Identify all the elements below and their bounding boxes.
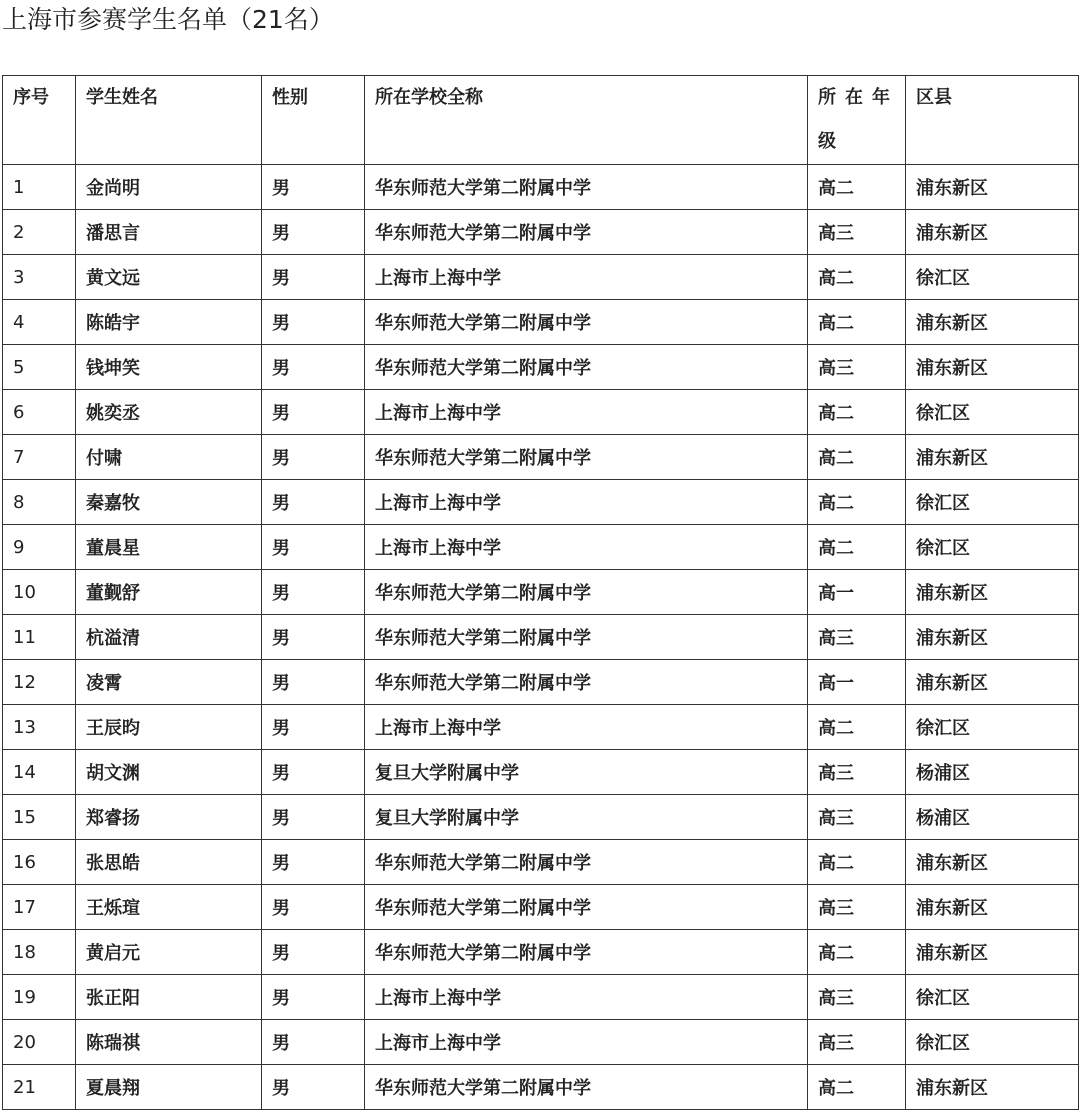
table-row <box>3 435 1079 480</box>
cell-gender: 男 <box>262 795 365 840</box>
cell-grade: 高一 <box>808 570 906 615</box>
cell-school: 上海市上海中学 <box>365 480 808 525</box>
cell-district: 浦东新区 <box>906 1065 1079 1110</box>
header-row <box>3 76 1079 165</box>
cell-gender: 男 <box>262 840 365 885</box>
cell-school: 华东师范大学第二附属中学 <box>365 435 808 480</box>
cell-student-name: 郑睿扬 <box>76 795 262 840</box>
table-row <box>3 750 1079 795</box>
table-row <box>3 390 1079 435</box>
cell-student-name: 王烁瑄 <box>76 885 262 930</box>
cell-school: 复旦大学附属中学 <box>365 795 808 840</box>
cell-index: 4 <box>3 300 76 345</box>
table-row <box>3 930 1079 975</box>
cell-grade: 高三 <box>808 615 906 660</box>
cell-district: 浦东新区 <box>906 300 1079 345</box>
table-row <box>3 570 1079 615</box>
cell-student-name: 董晨星 <box>76 525 262 570</box>
cell-student-name: 凌霄 <box>76 660 262 705</box>
cell-district: 浦东新区 <box>906 930 1079 975</box>
cell-gender: 男 <box>262 615 365 660</box>
cell-student-name: 夏晨翔 <box>76 1065 262 1110</box>
header-gender: 性别 <box>262 76 365 165</box>
cell-district: 徐汇区 <box>906 390 1079 435</box>
cell-school: 华东师范大学第二附属中学 <box>365 570 808 615</box>
cell-school: 上海市上海中学 <box>365 390 808 435</box>
cell-school: 华东师范大学第二附属中学 <box>365 840 808 885</box>
cell-school: 华东师范大学第二附属中学 <box>365 1065 808 1110</box>
table-row <box>3 255 1079 300</box>
cell-index: 15 <box>3 795 76 840</box>
cell-school: 华东师范大学第二附属中学 <box>365 660 808 705</box>
table-row <box>3 615 1079 660</box>
cell-index: 17 <box>3 885 76 930</box>
cell-grade: 高二 <box>808 255 906 300</box>
table-row <box>3 840 1079 885</box>
cell-gender: 男 <box>262 1065 365 1110</box>
cell-gender: 男 <box>262 525 365 570</box>
cell-index: 21 <box>3 1065 76 1110</box>
cell-grade: 高二 <box>808 390 906 435</box>
table-row <box>3 165 1079 210</box>
cell-index: 12 <box>3 660 76 705</box>
cell-student-name: 王辰昀 <box>76 705 262 750</box>
table-row <box>3 885 1079 930</box>
cell-gender: 男 <box>262 570 365 615</box>
student-table <box>2 75 1079 1110</box>
cell-gender: 男 <box>262 435 365 480</box>
header-index: 序号 <box>3 76 76 165</box>
cell-school: 上海市上海中学 <box>365 705 808 750</box>
table-header <box>3 76 1079 165</box>
table-body <box>3 165 1079 1110</box>
cell-grade: 高三 <box>808 210 906 255</box>
cell-index: 11 <box>3 615 76 660</box>
cell-district: 浦东新区 <box>906 660 1079 705</box>
table-row <box>3 975 1079 1020</box>
cell-district: 徐汇区 <box>906 525 1079 570</box>
cell-student-name: 黄启元 <box>76 930 262 975</box>
cell-grade: 高三 <box>808 885 906 930</box>
cell-school: 华东师范大学第二附属中学 <box>365 300 808 345</box>
cell-student-name: 胡文渊 <box>76 750 262 795</box>
header-district: 区县 <box>906 76 1079 165</box>
cell-index: 6 <box>3 390 76 435</box>
cell-index: 5 <box>3 345 76 390</box>
cell-index: 1 <box>3 165 76 210</box>
cell-grade: 高一 <box>808 660 906 705</box>
cell-grade: 高二 <box>808 300 906 345</box>
cell-school: 上海市上海中学 <box>365 525 808 570</box>
cell-district: 浦东新区 <box>906 885 1079 930</box>
cell-student-name: 金尚明 <box>76 165 262 210</box>
header-grade: 所在年级 <box>808 76 906 165</box>
cell-index: 16 <box>3 840 76 885</box>
cell-gender: 男 <box>262 480 365 525</box>
cell-school: 华东师范大学第二附属中学 <box>365 210 808 255</box>
cell-grade: 高二 <box>808 480 906 525</box>
cell-school: 华东师范大学第二附属中学 <box>365 930 808 975</box>
table-row <box>3 210 1079 255</box>
cell-student-name: 杭溢清 <box>76 615 262 660</box>
cell-index: 2 <box>3 210 76 255</box>
table-row <box>3 705 1079 750</box>
cell-grade: 高二 <box>808 1065 906 1110</box>
cell-student-name: 潘思言 <box>76 210 262 255</box>
header-name: 学生姓名 <box>76 76 262 165</box>
cell-gender: 男 <box>262 705 365 750</box>
cell-student-name: 姚奕丞 <box>76 390 262 435</box>
cell-gender: 男 <box>262 660 365 705</box>
cell-district: 浦东新区 <box>906 615 1079 660</box>
cell-gender: 男 <box>262 390 365 435</box>
cell-grade: 高三 <box>808 1020 906 1065</box>
table-row <box>3 525 1079 570</box>
cell-gender: 男 <box>262 1020 365 1065</box>
cell-gender: 男 <box>262 300 365 345</box>
cell-school: 上海市上海中学 <box>365 975 808 1020</box>
cell-student-name: 张正阳 <box>76 975 262 1020</box>
cell-index: 20 <box>3 1020 76 1065</box>
cell-gender: 男 <box>262 255 365 300</box>
table-row <box>3 660 1079 705</box>
table-row <box>3 345 1079 390</box>
cell-index: 13 <box>3 705 76 750</box>
cell-district: 杨浦区 <box>906 750 1079 795</box>
cell-district: 浦东新区 <box>906 570 1079 615</box>
cell-gender: 男 <box>262 975 365 1020</box>
cell-grade: 高二 <box>808 165 906 210</box>
cell-index: 10 <box>3 570 76 615</box>
cell-student-name: 张思皓 <box>76 840 262 885</box>
cell-district: 浦东新区 <box>906 435 1079 480</box>
cell-district: 徐汇区 <box>906 1020 1079 1065</box>
cell-index: 7 <box>3 435 76 480</box>
cell-gender: 男 <box>262 165 365 210</box>
cell-school: 华东师范大学第二附属中学 <box>365 345 808 390</box>
cell-grade: 高三 <box>808 750 906 795</box>
cell-student-name: 秦嘉牧 <box>76 480 262 525</box>
cell-student-name: 钱坤笑 <box>76 345 262 390</box>
cell-grade: 高二 <box>808 525 906 570</box>
cell-gender: 男 <box>262 345 365 390</box>
cell-student-name: 黄文远 <box>76 255 262 300</box>
cell-school: 上海市上海中学 <box>365 255 808 300</box>
cell-district: 徐汇区 <box>906 255 1079 300</box>
table-row <box>3 300 1079 345</box>
table-row <box>3 480 1079 525</box>
cell-index: 14 <box>3 750 76 795</box>
cell-grade: 高二 <box>808 435 906 480</box>
cell-district: 浦东新区 <box>906 345 1079 390</box>
cell-school: 复旦大学附属中学 <box>365 750 808 795</box>
cell-student-name: 付啸 <box>76 435 262 480</box>
cell-district: 徐汇区 <box>906 705 1079 750</box>
cell-grade: 高三 <box>808 795 906 840</box>
cell-district: 浦东新区 <box>906 210 1079 255</box>
table-row <box>3 795 1079 840</box>
cell-student-name: 陈皓宇 <box>76 300 262 345</box>
cell-district: 杨浦区 <box>906 795 1079 840</box>
cell-school: 华东师范大学第二附属中学 <box>365 165 808 210</box>
header-school: 所在学校全称 <box>365 76 808 165</box>
table-row <box>3 1020 1079 1065</box>
cell-student-name: 陈瑞祺 <box>76 1020 262 1065</box>
cell-index: 8 <box>3 480 76 525</box>
cell-district: 浦东新区 <box>906 840 1079 885</box>
cell-student-name: 董觐舒 <box>76 570 262 615</box>
cell-district: 浦东新区 <box>906 165 1079 210</box>
cell-grade: 高二 <box>808 930 906 975</box>
page-title: 上海市参赛学生名单（21名） <box>2 5 334 34</box>
cell-index: 9 <box>3 525 76 570</box>
cell-index: 18 <box>3 930 76 975</box>
cell-gender: 男 <box>262 210 365 255</box>
cell-grade: 高三 <box>808 975 906 1020</box>
cell-gender: 男 <box>262 930 365 975</box>
cell-grade: 高二 <box>808 705 906 750</box>
table-row <box>3 1065 1079 1110</box>
cell-school: 华东师范大学第二附属中学 <box>365 885 808 930</box>
cell-district: 徐汇区 <box>906 480 1079 525</box>
cell-index: 19 <box>3 975 76 1020</box>
cell-gender: 男 <box>262 750 365 795</box>
cell-school: 上海市上海中学 <box>365 1020 808 1065</box>
cell-grade: 高二 <box>808 840 906 885</box>
cell-district: 徐汇区 <box>906 975 1079 1020</box>
cell-index: 3 <box>3 255 76 300</box>
cell-school: 华东师范大学第二附属中学 <box>365 615 808 660</box>
cell-gender: 男 <box>262 885 365 930</box>
cell-grade: 高三 <box>808 345 906 390</box>
